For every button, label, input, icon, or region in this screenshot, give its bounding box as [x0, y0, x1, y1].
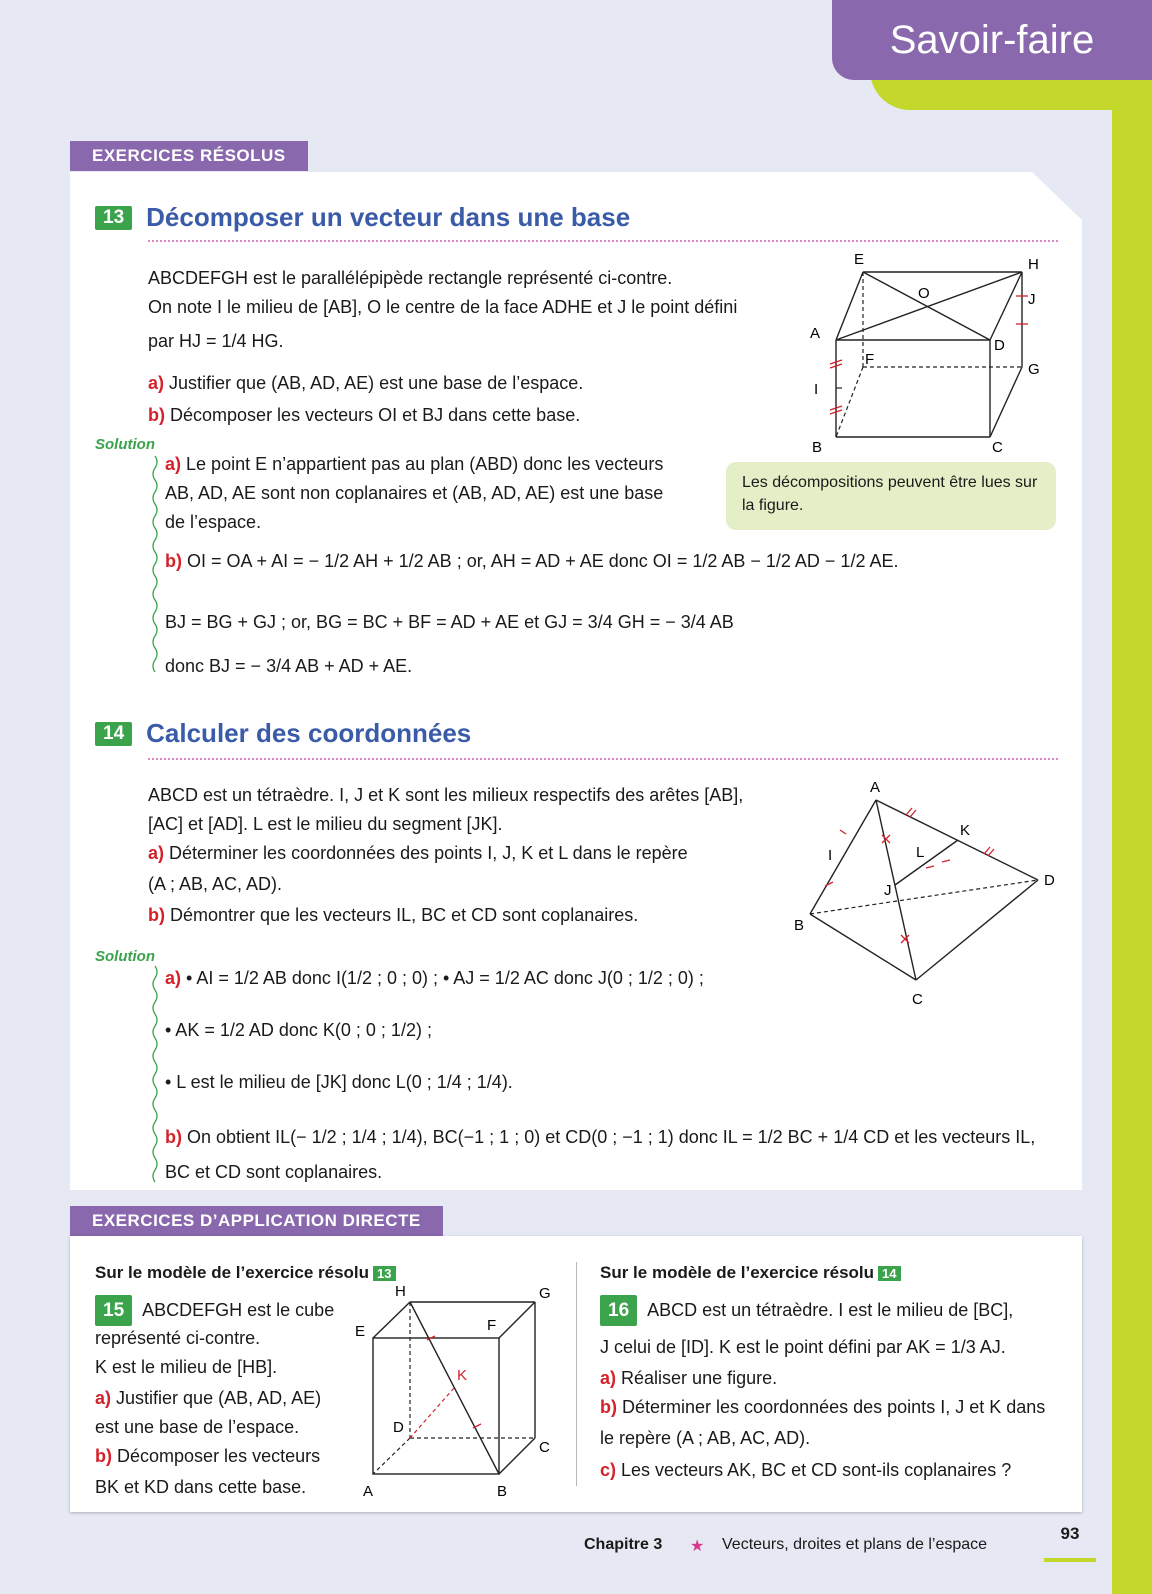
footer-chapter: Chapitre 3: [584, 1536, 663, 1553]
section-label-application-text: EXERCICES D’APPLICATION DIRECTE: [92, 1211, 421, 1230]
page-title: Savoir-faire: [889, 17, 1095, 62]
ex16-qa-label: a): [600, 1368, 617, 1388]
ex16-model-ref-badge: 14: [878, 1266, 900, 1281]
ex14-sa1-text: • AI = 1/2 AB donc I(1/2 ; 0 ; 0) ; • AJ = 1/2 AC donc J(0 ; 1/2 ; 0) ;: [186, 968, 704, 988]
ex16-qc-label: c): [600, 1460, 617, 1480]
page-number: 93: [1044, 1524, 1096, 1562]
ex14-fig-label-C: C: [912, 991, 923, 1008]
ex15-question-b-line2: BK et KD dans cette base.: [95, 1477, 307, 1497]
ex13-fig-label-A: A: [810, 325, 821, 342]
ex13-qa-text: Justifier que (AB, AD, AE) est une base de l’espace.: [169, 373, 584, 393]
ex15-fig-label-C: C: [539, 1439, 550, 1456]
ex13-fig-label-F: F: [865, 351, 875, 368]
ex13-title: Décomposer un vecteur dans une base: [146, 202, 631, 232]
ex15-model-ref-badge: 13: [373, 1266, 395, 1281]
ex14-fig-label-L: L: [916, 844, 925, 861]
ex13-fig-label-G: G: [1028, 361, 1040, 378]
ex15-fig-label-F: F: [487, 1317, 497, 1334]
ex15-fig-label-B: B: [497, 1483, 508, 1500]
ex13-solution-a-line1: [165, 450, 715, 479]
ex14-solution-a-line3: • L est le milieu de [JK] donc L(0 ; 1/4 ; 1/4).: [165, 1072, 513, 1092]
ex14-qb-label: b): [148, 905, 165, 925]
ex13-number-badge: 13: [95, 206, 132, 230]
ex13-qa-label: a): [148, 373, 165, 393]
ex14-statement-line2: [AC] et [AD]. L est le milieu du segment [JK].: [148, 814, 503, 834]
ex13-fig-label-J: J: [1028, 291, 1036, 308]
ex15-number-badge: 15: [95, 1295, 132, 1326]
ex14-solution-a-line1: [165, 964, 704, 993]
section-label-text: EXERCICES RÉSOLUS: [92, 146, 286, 165]
section-label-application: [70, 1206, 443, 1236]
ex15-question-a-line1: [95, 1384, 321, 1413]
ex16-question-b-line2: le repère (A ; AB, AC, AD).: [600, 1428, 811, 1448]
ex14-title: Calculer des coordonnées: [146, 718, 472, 748]
ex13-heading: [95, 202, 630, 233]
lime-side-bar: [1112, 0, 1152, 1594]
ex14-tetrahedron-figure: [788, 780, 1068, 1020]
ex13-statement-line1: ABCDEFGH est le parallélépipède rectangle représenté ci-contre.: [148, 268, 673, 288]
ex14-question-a-line1: [148, 839, 688, 868]
ex14-fig-label-D: D: [1044, 872, 1055, 889]
ex13-title-divider: [148, 240, 1058, 242]
ex14-fig-label-I: I: [828, 847, 833, 864]
ex15-statement-line1: [95, 1295, 334, 1326]
ex14-fig-label-A: A: [870, 779, 881, 796]
ex13-fig-label-H: H: [1028, 256, 1039, 273]
ex14-statement-line1: ABCD est un tétraèdre. I, J et K sont les milieux respectifs des arêtes [AB],: [148, 785, 744, 805]
ex14-solution-b-line2: BC et CD sont coplanaires.: [165, 1162, 383, 1182]
ex15-qb1-text: Décomposer les vecteurs: [117, 1446, 321, 1466]
ex14-question-a-line2: (A ; AB, AC, AD).: [148, 874, 283, 894]
ex15-fig-label-K: K: [457, 1367, 468, 1384]
ex14-number-badge: 14: [95, 722, 132, 746]
ex14-qa1-text: Déterminer les coordonnées des points I, J, K et L dans le repère: [169, 843, 688, 863]
ex15-qa-label: a): [95, 1388, 112, 1408]
ex13-fig-label-B: B: [812, 439, 823, 456]
ex15-line1-text: ABCDEFGH est le cube: [142, 1300, 335, 1320]
ex15-fig-label-H: H: [395, 1283, 406, 1300]
ex13-question-a: [148, 369, 583, 398]
section-label-resolved: [70, 141, 308, 171]
ex15-model-label: Sur le modèle de l’exercice résolu: [95, 1263, 370, 1282]
ex13-statement-line2: On note I le milieu de [AB], O le centre de la face ADHE et J le point défini: [148, 297, 738, 317]
ex13-fig-label-I: I: [814, 381, 819, 398]
ex15-fig-label-D: D: [393, 1419, 404, 1436]
ex13-qb-label: b): [148, 405, 165, 425]
ex16-qc-text: Les vecteurs AK, BC et CD sont-ils coplanaires ?: [621, 1460, 1012, 1480]
ex13-solution-wavy-line: [151, 456, 159, 678]
ex13-fig-label-D: D: [994, 337, 1005, 354]
ex13-question-b: [148, 401, 580, 430]
ex16-line1-text: ABCD est un tétraèdre. I est le milieu de [BC],: [647, 1300, 1014, 1320]
ex14-sb-label: b): [165, 1127, 182, 1147]
ex16-question-b-line1: [600, 1393, 1045, 1422]
ex13-solution-b-line3: donc BJ = − 3/4 AB + AD + AE.: [165, 656, 413, 676]
ex15-question-b-line1: [95, 1442, 320, 1471]
ex15-cube-figure: [355, 1283, 565, 1502]
ex15-fig-label-E: E: [355, 1323, 366, 1340]
ex13-solution-b-line1: [165, 547, 898, 576]
ex14-fig-label-K: K: [960, 822, 971, 839]
ex16-qb-label: b): [600, 1397, 617, 1417]
ex16-statement-line2: J celui de [ID]. K est le point défini par AK = 1/3 AJ.: [600, 1337, 1006, 1357]
ex14-solution-a-line2: • AK = 1/2 AD donc K(0 ; 0 ; 1/2) ;: [165, 1020, 432, 1040]
ex15-statement-line3: K est le milieu de [HB].: [95, 1357, 278, 1377]
ex15-fig-label-G: G: [539, 1285, 551, 1302]
ex13-solution-a-line2: AB, AD, AE sont non coplanaires et (AB, AD, AE) est une base: [165, 483, 664, 503]
ex13-fig-label-E: E: [854, 251, 865, 268]
ex16-number-badge: 16: [600, 1295, 637, 1326]
ex15-question-a-line2: est une base de l’espace.: [95, 1417, 300, 1437]
ex15-model-heading: [95, 1263, 396, 1283]
footer-star-icon: ★: [690, 1538, 705, 1555]
ex14-qb-text: Démontrer que les vecteurs IL, BC et CD sont coplanaires.: [170, 905, 639, 925]
ex16-model-heading: [600, 1263, 901, 1283]
savoir-faire-tab: [832, 0, 1152, 80]
ex16-question-c: [600, 1456, 1011, 1485]
ex13-solution-label: Solution: [95, 436, 155, 453]
ex14-title-divider: [148, 758, 1058, 760]
ex16-statement-line1: [600, 1295, 1013, 1326]
ex13-note-box: Les décompositions peuvent être lues sur la figure.: [726, 462, 1056, 530]
ex13-fig-label-O: O: [918, 285, 930, 302]
ex16-question-a: [600, 1364, 777, 1393]
ex13-sb-label: b): [165, 551, 182, 571]
ex14-sb1-text: On obtient IL(− 1/2 ; 1/4 ; 1/4), BC(−1 ; 1 ; 0) et CD(0 ; −1 ; 1) donc IL = 1/2 BC + 1/4 CD et les vecteurs IL,: [187, 1127, 1036, 1147]
ex14-sa-label: a): [165, 968, 182, 988]
ex13-qb-text: Décomposer les vecteurs OI et BJ dans cette base.: [170, 405, 581, 425]
ex14-fig-label-B: B: [794, 917, 805, 934]
ex13-sa1-text: Le point E n’appartient pas au plan (ABD) donc les vecteurs: [186, 454, 664, 474]
ex16-qb1-text: Déterminer les coordonnées des points I, J et K dans: [622, 1397, 1046, 1417]
ex14-question-b: [148, 901, 638, 930]
ex14-heading: [95, 718, 471, 749]
ex14-fig-label-J: J: [884, 882, 892, 899]
ex15-fig-label-A: A: [363, 1483, 374, 1500]
ex13-solution-a-line3: de l’espace.: [165, 512, 262, 532]
ex14-solution-wavy-line: [151, 966, 159, 1188]
ex14-qa-label: a): [148, 843, 165, 863]
ex15-statement-line2: représenté ci-contre.: [95, 1328, 261, 1348]
ex16-model-label: Sur le modèle de l’exercice résolu: [600, 1263, 875, 1282]
ex13-statement-line3: par HJ = 1/4 HG.: [148, 331, 284, 351]
ex13-sa-label: a): [165, 454, 182, 474]
application-column-divider: [576, 1262, 577, 1486]
footer-subject: Vecteurs, droites et plans de l’espace: [722, 1536, 988, 1553]
ex14-solution-b-line1: [165, 1123, 1065, 1152]
ex13-solution-b-line2: BJ = BG + GJ ; or, BG = BC + BF = AD + AE et GJ = 3/4 GH = − 3/4 AB: [165, 612, 734, 632]
ex13-sb1-text: OI = OA + AI = − 1/2 AH + 1/2 AB ; or, AH = AD + AE donc OI = 1/2 AB − 1/2 AD − 1/2 AE.: [187, 551, 899, 571]
ex13-fig-label-C: C: [992, 439, 1003, 456]
ex16-qa-text: Réaliser une figure.: [621, 1368, 778, 1388]
ex15-qb-label: b): [95, 1446, 112, 1466]
ex14-solution-label: Solution: [95, 948, 155, 965]
ex13-parallelepiped-figure: [810, 252, 1070, 462]
ex15-qa1-text: Justifier que (AB, AD, AE): [116, 1388, 322, 1408]
